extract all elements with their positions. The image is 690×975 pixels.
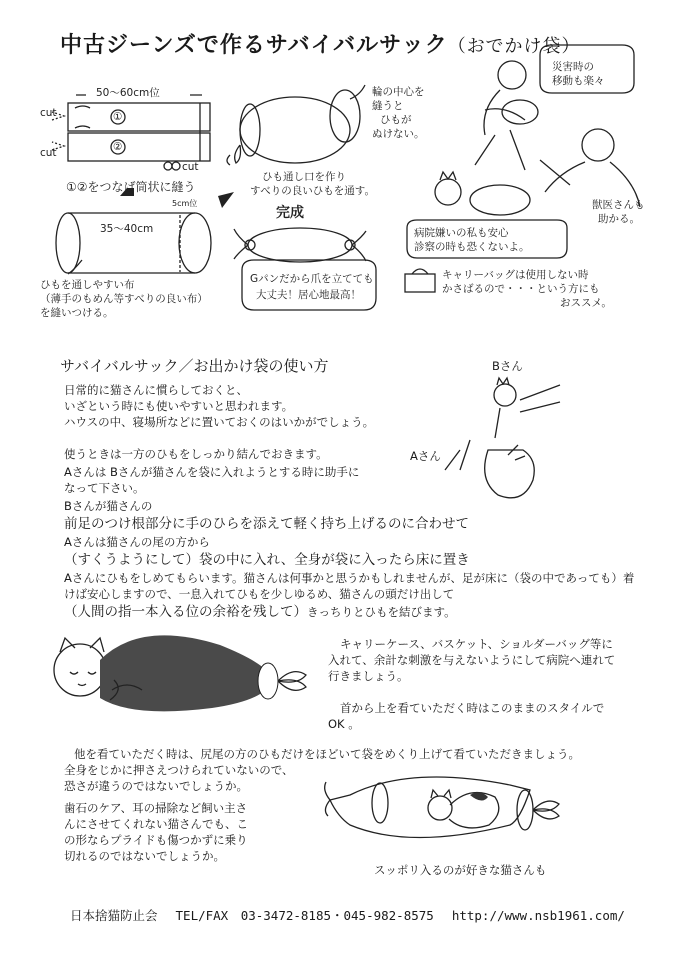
size-tube: 35～40cm (100, 223, 154, 235)
hospital-note-1: 病院嫌いの私も安心 (414, 227, 509, 239)
vet-note-1: 獣医さんも (592, 199, 645, 211)
section-title: サバイバルサック／お出かけ袋の使い方 (60, 357, 329, 375)
para2-line8: Aさんにひもをしめてもらいます。猫さんは何事かと思うかもしれませんが、足が床に（袋の中であっても）着けば安心しますので、一息入れてひもを少しゆるめ、猫さんの頭だけ出して (64, 571, 635, 601)
ring-note-2: 縫うと (372, 100, 404, 112)
para2-line2: Aさんは Bさんが猫さんを袋に入れようとする時に助手に (64, 465, 360, 479)
para2-line9b: きっちりとひもを結びます。 (307, 605, 456, 619)
disaster-note-1: 災害時の (552, 61, 594, 73)
title-main: 中古ジーンズで作るサバイバルサック (60, 33, 448, 58)
para2-line4: Bさんが猫さんの (64, 499, 153, 513)
size-top: 50～60cm位 (96, 87, 160, 99)
footer (70, 906, 643, 924)
num-1: ① (113, 111, 123, 123)
cut-label-2: cut (40, 147, 57, 159)
para2-line5: 前足のつけ根部分に手のひらを添えて軽く持ち上げるのに合わせて (64, 516, 469, 532)
vet-note-2: 助かる。 (598, 213, 640, 225)
note-cord-1: ひもを通しやすい布 (40, 279, 135, 291)
opening-note-1: ひも通し口を作り (262, 171, 346, 183)
cut-label-1: cut (40, 107, 57, 119)
label-a: Aさん (410, 449, 441, 463)
para1-line2: いざという時にも使いやすいと思われます。 (64, 399, 294, 413)
para4-line2: OK 。 (328, 717, 360, 731)
para3-line1: キャリーケース、バスケット、ショルダーバッグ等に (340, 637, 613, 651)
done-note-1: Gパンだから爪を立てても (250, 273, 374, 285)
carry-note-1: キャリーバッグは使用しない時 (442, 269, 589, 281)
size-5cm: 5cm位 (172, 199, 198, 208)
ring-note-1: 輪の中心を (372, 86, 425, 98)
para1-line3: ハウスの中、寝場所などに置いておくのはいかがでしょう。 (64, 415, 375, 429)
para4-line1: 首から上を看ていただく時はこのままのスタイルで (340, 701, 605, 715)
para6-line1: 歯石のケア、耳の掃除など飼い主さ (64, 801, 248, 815)
para3-line3: 行きましょう。 (328, 669, 409, 683)
note-cord-3: を縫いつける。 (40, 307, 114, 319)
image-caption: スッポリ入るのが好きな猫さんも (374, 863, 547, 877)
para2-line3: なって下さい。 (64, 481, 145, 495)
para2-line7: （すくうようにして）袋の中に入れ、全身が袋に入ったら床に置き (64, 552, 470, 568)
opening-note-2: すべりの良いひもを通す。 (250, 185, 375, 197)
para2-line1: 使うときは一方のひもをしっかり結んでおきます。 (64, 447, 328, 461)
para5-line2: 全身をじかに押さえつけられていないので、 (64, 763, 294, 777)
hospital-note-2: 診察の時も恐くないよ。 (414, 241, 530, 253)
ring-note-3: ひもが (380, 114, 412, 126)
label-b: Bさん (492, 359, 523, 373)
carry-note-3: おススメ。 (560, 297, 612, 309)
para6-line2: んにさせてくれない猫さんでも、こ (64, 817, 248, 831)
footer-url[interactable]: http://www.nsb1961.com/ (451, 908, 625, 923)
carry-note-2: かさばるので・・・という方にも (442, 283, 600, 295)
para6-line4: 切れるのではないでしょうか。 (64, 849, 225, 863)
para5-line3: 恐さが違うのではないでしょうか。 (64, 779, 248, 793)
done-note-2: 大丈夫！居心地最高！ (256, 289, 361, 301)
step1-text: ①②をつなげ筒状に縫う (66, 180, 196, 194)
para6-line3: の形ならプライドも傷つかずに乗り (64, 833, 248, 847)
para2-line6: Aさんは猫さんの尾の方から (64, 535, 210, 549)
disaster-note-2: 移動も楽々 (552, 75, 605, 87)
para1-line1: 日常的に猫さんに慣らしておくと、 (64, 383, 248, 397)
para5-line1: 他を看ていただく時は、尻尾の方のひもだけをほどいて袋をめくり上げて看ていただきましょう。 (74, 747, 580, 761)
para2-line9a: （人間の指一本入る位の余裕を残して） (64, 604, 307, 620)
done-label: 完成 (276, 205, 304, 221)
cut-label-3: cut (182, 161, 199, 173)
footer-tel: TEL/FAX 03-3472-8185・045-982-8575 (175, 908, 434, 923)
title-sub: （おでかけ袋） (447, 36, 581, 57)
footer-org: 日本捨猫防止会 (70, 908, 158, 923)
note-cord-2: （薄手のもめん等すべりの良い布） (40, 293, 208, 305)
para3-line2: 入れて、余計な刺激を与えないようにして病院へ連れて (328, 653, 616, 667)
num-2: ② (113, 141, 123, 153)
ring-note-4: ぬけない。 (372, 128, 425, 140)
